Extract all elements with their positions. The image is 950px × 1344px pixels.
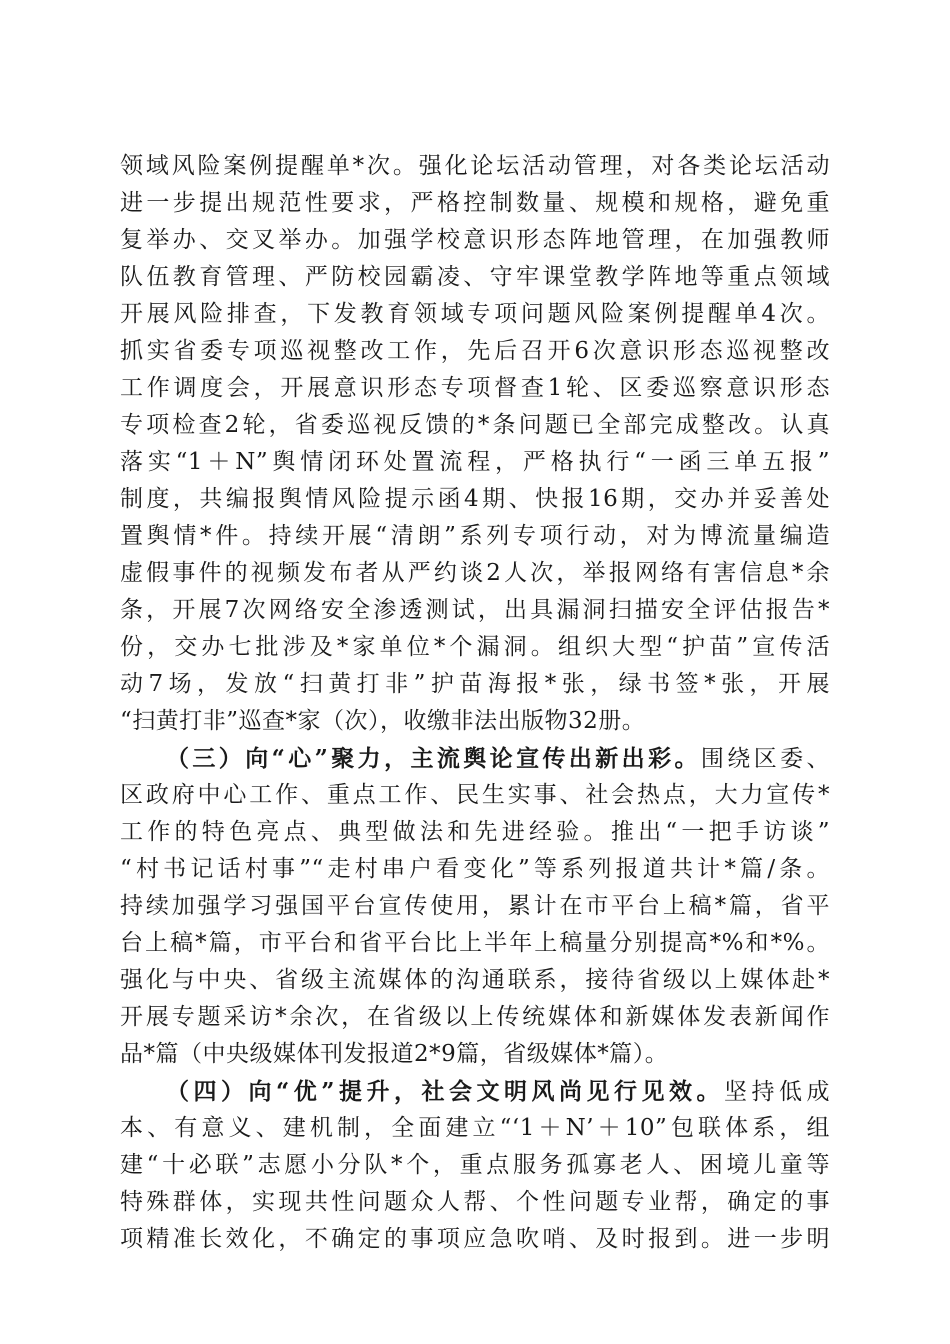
text-line: 置舆情*件。持续开展“清朗”系列专项行动，对为博流量编造 — [120, 523, 830, 549]
section4-first-line-rest: 坚持低成 — [724, 1079, 831, 1105]
text-line: 持续加强学习强国平台宣传使用，累计在市平台上稿*篇，省平 — [120, 893, 830, 919]
text-line: 虚假事件的视频发布者从严约谈2人次，举报网络有害信息*余 — [120, 560, 830, 586]
text-line: 工作的特色亮点、典型做法和先进经验。推出“一把手访谈” — [120, 819, 830, 845]
text-line: 条，开展7次网络安全渗透测试，出具漏洞扫描安全评估报告* — [120, 597, 830, 623]
text-line: 工作调度会，开展意识形态专项督查1轮、区委巡察意识形态 — [120, 375, 830, 401]
text-line: 落实“1＋N”舆情闭环处置流程，严格执行“一函三单五报” — [120, 449, 830, 475]
text-line: 本、有意义、建机制，全面建立“‘1＋N’＋10”包联体系，组 — [120, 1115, 830, 1141]
text-line: 抓实省委专项巡视整改工作，先后召开6次意识形态巡视整改 — [120, 338, 830, 364]
text-line: 领域风险案例提醒单*次。强化论坛活动管理，对各类论坛活动 — [120, 153, 830, 179]
text-line: 复举办、交叉举办。加强学校意识形态阵地管理，在加强教师 — [120, 227, 830, 253]
text-line: 品*篇（中央级媒体刊发报道2*9篇，省级媒体*篇）。 — [120, 1041, 669, 1067]
text-line: 队伍教育管理、严防校园霸凌、守牢课堂教学阵地等重点领域 — [120, 264, 830, 290]
section4-heading: （四）向“优”提升，社会文明风尚见行见效。 — [166, 1078, 724, 1105]
text-line: 开展专题采访*余次，在省级以上传统媒体和新媒体发表新闻作 — [120, 1004, 830, 1030]
section3-heading: （三）向“心”聚力，主流舆论宣传出新出彩。 — [166, 745, 701, 772]
text-line: 进一步提出规范性要求，严格控制数量、规模和规格，避免重 — [120, 190, 830, 216]
text-line: 制度，共编报舆情风险提示函4期、快报16期，交办并妥善处 — [120, 486, 830, 512]
text-line: 动7场，发放“扫黄打非”护苗海报*张，绿书签*张，开展 — [120, 671, 830, 697]
text-line: 台上稿*篇，市平台和省平台比上半年上稿量分别提高*%和*%。 — [120, 930, 830, 956]
text-line: 项精准长效化，不确定的事项应急吹哨、及时报到。进一步明 — [120, 1226, 830, 1252]
paragraph-section2-tail — [120, 148, 830, 740]
text-line: 份，交办七批涉及*家单位*个漏洞。组织大型“护苗”宣传活 — [120, 634, 830, 660]
section3-first-line — [120, 740, 830, 777]
text-line: 建“十必联”志愿小分队*个，重点服务孤寡老人、困境儿童等 — [120, 1152, 830, 1178]
text-line: “村书记话村事”“走村串户看变化”等系列报道共计*篇/条。 — [120, 856, 830, 882]
section3-first-line-rest: 围绕区委、 — [700, 746, 830, 772]
paragraph-section3 — [120, 740, 830, 1073]
document-body — [120, 148, 830, 1258]
text-line: 区政府中心工作、重点工作、民生实事、社会热点，大力宣传* — [120, 782, 830, 808]
text-line: “扫黄打非”巡查*家（次），收缴非法出版物32册。 — [120, 708, 646, 734]
section4-first-line — [120, 1073, 830, 1110]
text-line: 特殊群体，实现共性问题众人帮、个性问题专业帮，确定的事 — [120, 1189, 830, 1215]
paragraph-section4 — [120, 1073, 830, 1258]
text-line: 专项检查2轮，省委巡视反馈的*条问题已全部完成整改。认真 — [120, 412, 830, 438]
text-line: 强化与中央、省级主流媒体的沟通联系，接待省级以上媒体赴* — [120, 967, 830, 993]
text-line: 开展风险排查，下发教育领域专项问题风险案例提醒单4次。 — [120, 301, 830, 327]
